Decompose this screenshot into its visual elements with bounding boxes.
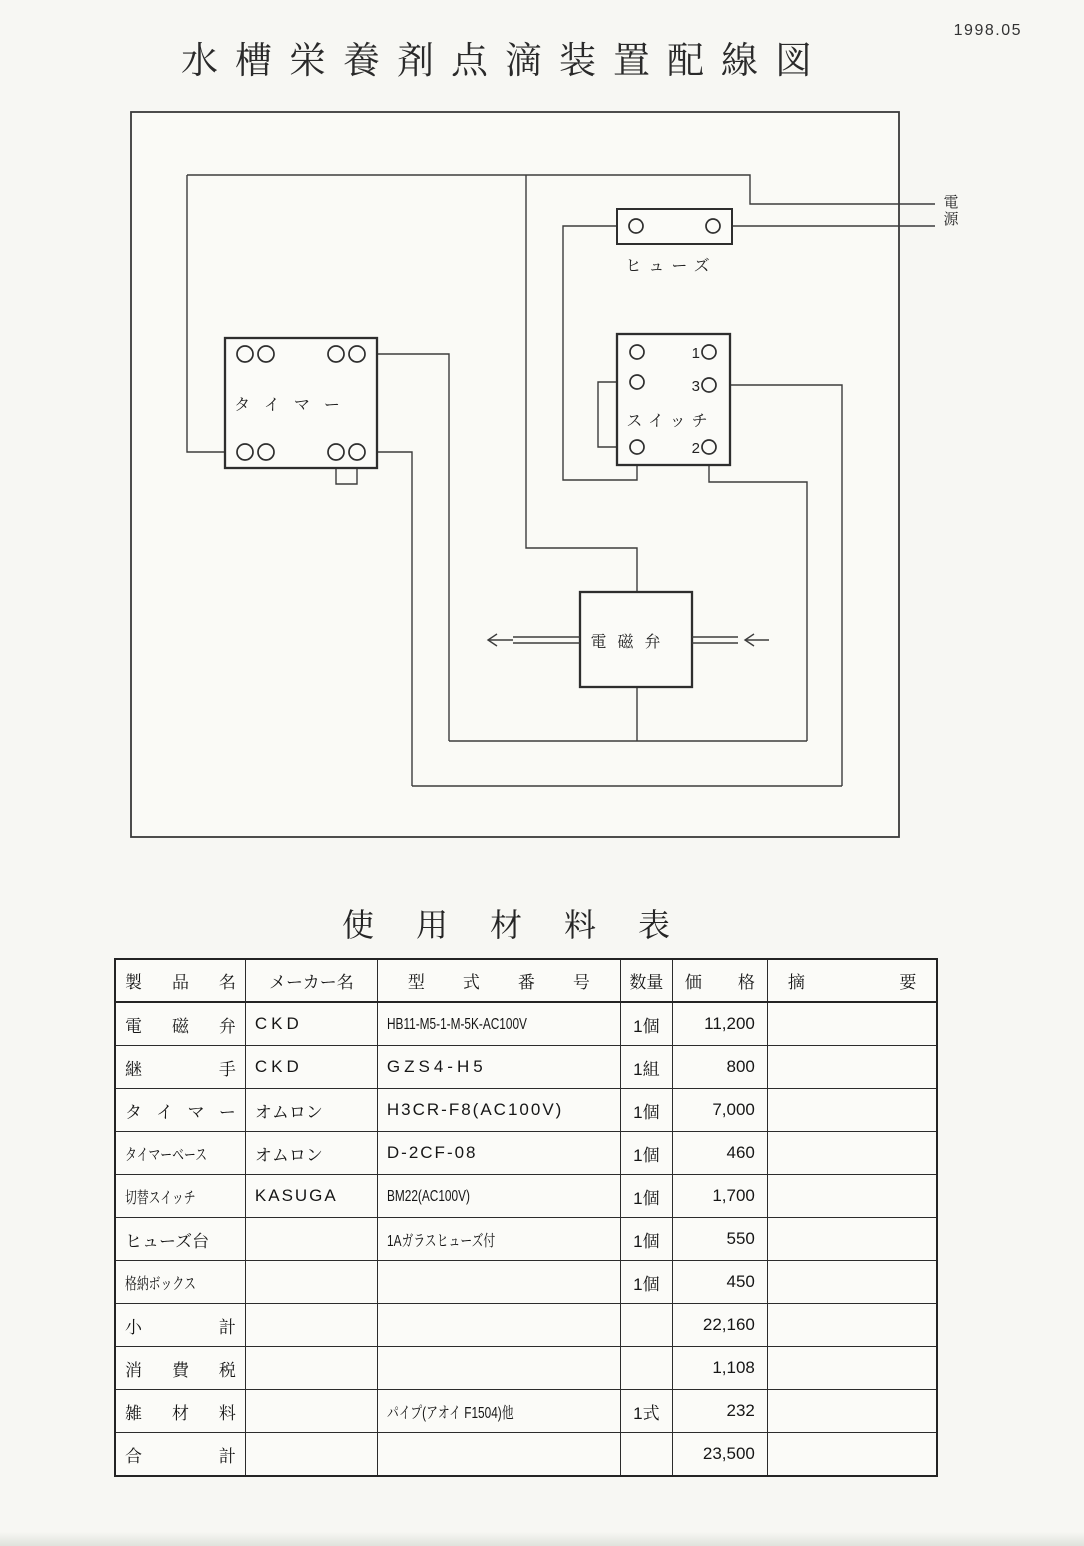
- table-row: [115, 1132, 937, 1175]
- timer-label: タイマー: [234, 397, 354, 414]
- cell-remarks: [767, 1261, 937, 1304]
- cell-quantity: 1個: [620, 1132, 672, 1175]
- table-title: 使用材料表: [341, 907, 712, 943]
- cell-remarks: [767, 1089, 937, 1132]
- cell-maker: オムロン: [245, 1132, 377, 1175]
- cell-maker: [245, 1304, 377, 1347]
- cell-quantity: 1個: [620, 1002, 672, 1046]
- col-header-remarks: 摘要: [767, 959, 937, 1002]
- cell-remarks: [767, 1390, 937, 1433]
- table-header-row: [115, 959, 937, 1002]
- cell-maker: [245, 1390, 377, 1433]
- cell-product-name: 小計: [115, 1304, 245, 1347]
- cell-product-name: 切替スイッチ: [115, 1175, 245, 1218]
- cell-model: 1Aガラスヒューズ付: [377, 1218, 620, 1261]
- cell-price: 1,108: [672, 1347, 767, 1390]
- cell-maker: [245, 1347, 377, 1390]
- materials-table: [114, 958, 938, 1477]
- col-header-price: 価格: [672, 959, 767, 1002]
- cell-model: BM22(AC100V): [377, 1175, 620, 1218]
- cell-price: 22,160: [672, 1304, 767, 1347]
- cell-quantity: [620, 1304, 672, 1347]
- cell-product-name: 消費税: [115, 1347, 245, 1390]
- cell-model: パイプ(アオイ F1504)他: [377, 1390, 620, 1433]
- cell-maker: [245, 1433, 377, 1477]
- col-header-maker: メーカー名: [245, 959, 377, 1002]
- timer-box: [225, 338, 377, 468]
- cell-product-name: 格納ボックス: [115, 1261, 245, 1304]
- cell-maker: [245, 1261, 377, 1304]
- cell-maker: CKD: [245, 1046, 377, 1089]
- cell-quantity: 1個: [620, 1175, 672, 1218]
- cell-product-name: 電磁弁: [115, 1002, 245, 1046]
- table-row: [115, 1390, 937, 1433]
- cell-quantity: 1個: [620, 1089, 672, 1132]
- table-row: [115, 1347, 937, 1390]
- cell-price: 7,000: [672, 1089, 767, 1132]
- cell-model: [377, 1261, 620, 1304]
- switch-terminal-3-label: 3: [691, 378, 700, 395]
- cell-quantity: [620, 1347, 672, 1390]
- switch-box: [617, 334, 730, 465]
- page-title: 水槽栄養剤点滴装置配線図: [181, 40, 829, 81]
- cell-maker: KASUGA: [245, 1175, 377, 1218]
- col-header-model-number: 型式番号: [377, 959, 620, 1002]
- table-row: [115, 1175, 937, 1218]
- switch-terminal-2-label: 2: [691, 440, 700, 457]
- cell-price: 23,500: [672, 1433, 767, 1477]
- cell-product-name: ヒューズ台: [115, 1218, 245, 1261]
- cell-product-name: 継手: [115, 1046, 245, 1089]
- cell-product-name: 合計: [115, 1433, 245, 1477]
- cell-price: 550: [672, 1218, 767, 1261]
- switch-terminal-1-label: 1: [691, 345, 700, 362]
- cell-remarks: [767, 1218, 937, 1261]
- cell-model: [377, 1304, 620, 1347]
- fuse-label: ヒューズ: [625, 258, 717, 275]
- cell-product-name: タイマー: [115, 1089, 245, 1132]
- cell-price: 800: [672, 1046, 767, 1089]
- col-header-product-name: 製品名: [115, 959, 245, 1002]
- table-row: [115, 1304, 937, 1347]
- table-row: [115, 1089, 937, 1132]
- cell-remarks: [767, 1132, 937, 1175]
- table-row: [115, 1433, 937, 1477]
- cell-model: GZS4-H5: [377, 1046, 620, 1089]
- cell-model: [377, 1433, 620, 1477]
- cell-model: D-2CF-08: [377, 1132, 620, 1175]
- cell-remarks: [767, 1175, 937, 1218]
- cell-product-name: 雑材料: [115, 1390, 245, 1433]
- col-header-quantity: 数量: [620, 959, 672, 1002]
- scan-edge-shadow: [0, 1532, 1084, 1546]
- cell-maker: [245, 1218, 377, 1261]
- cell-maker: CKD: [245, 1002, 377, 1046]
- table-row: [115, 1046, 937, 1089]
- enclosure-frame: [131, 112, 899, 837]
- cell-remarks: [767, 1347, 937, 1390]
- table-row: [115, 1218, 937, 1261]
- cell-price: 1,700: [672, 1175, 767, 1218]
- cell-model: HB11-M5-1-M-5K-AC100V: [377, 1002, 620, 1046]
- cell-remarks: [767, 1304, 937, 1347]
- solenoid-valve-label: 電磁弁: [590, 634, 672, 651]
- cell-remarks: [767, 1433, 937, 1477]
- cell-quantity: 1個: [620, 1261, 672, 1304]
- cell-price: 450: [672, 1261, 767, 1304]
- switch-label: スイッチ: [626, 413, 714, 430]
- date-label: 1998.05: [953, 22, 1022, 39]
- table-row: [115, 1261, 937, 1304]
- cell-quantity: 1組: [620, 1046, 672, 1089]
- cell-remarks: [767, 1046, 937, 1089]
- cell-quantity: [620, 1433, 672, 1477]
- cell-product-name: タイマーベース: [115, 1132, 245, 1175]
- cell-remarks: [767, 1002, 937, 1046]
- cell-maker: オムロン: [245, 1089, 377, 1132]
- cell-price: 232: [672, 1390, 767, 1433]
- power-source-label: 電源: [941, 194, 959, 228]
- cell-price: 11,200: [672, 1002, 767, 1046]
- cell-quantity: 1式: [620, 1390, 672, 1433]
- cell-quantity: 1個: [620, 1218, 672, 1261]
- cell-price: 460: [672, 1132, 767, 1175]
- cell-model: [377, 1347, 620, 1390]
- table-row: [115, 1002, 937, 1046]
- cell-model: H3CR-F8(AC100V): [377, 1089, 620, 1132]
- fuse-box: [617, 209, 732, 275]
